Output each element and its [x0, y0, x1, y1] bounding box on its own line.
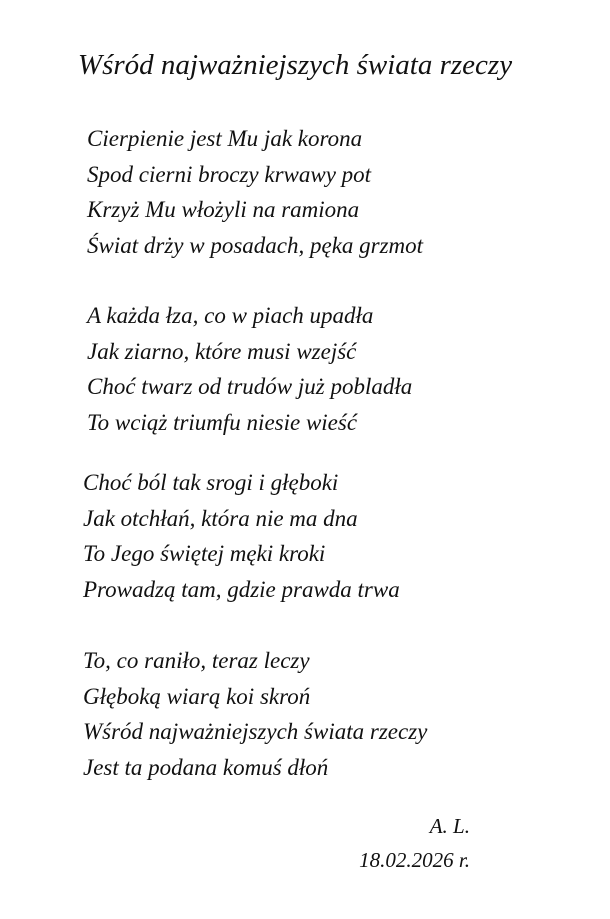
signature-block: [359, 809, 470, 877]
stanza-4: [83, 643, 427, 785]
poem-line: To wciąż triumfu niesie wieść: [87, 409, 358, 435]
poem-line: Świat drży w posadach, pęka grzmot: [87, 232, 424, 258]
stanza-2: [87, 298, 412, 440]
author-initials: A. L.: [429, 814, 470, 838]
poem-line: Spod cierni broczy krwawy pot: [87, 161, 372, 187]
poem-line: Głęboką wiarą koi skroń: [83, 683, 311, 709]
poem-line: A każda łza, co w piach upadła: [87, 303, 374, 328]
poem-title: Wśród najważniejszych świata rzeczy: [77, 49, 513, 81]
poem-line: Choć twarz od trudów już pobladła: [87, 374, 413, 399]
poem-line: Jak ziarno, które musi wzejść: [87, 338, 357, 364]
poem-line: Jak otchłań, która nie ma dna: [83, 505, 358, 531]
stanza-3: [83, 465, 400, 607]
poem-line: Cierpienie jest Mu jak korona: [87, 126, 363, 151]
poem-line: Krzyż Mu włożyli na ramiona: [87, 197, 360, 222]
poem-line: Choć ból tak srogi i głęboki: [83, 470, 339, 495]
poem-line: To Jego świętej męki kroki: [83, 541, 326, 566]
poem-line: To, co raniło, teraz leczy: [83, 648, 310, 673]
stanza-1: [87, 121, 423, 263]
poem-line: Wśród najważniejszych świata rzeczy: [83, 719, 428, 744]
poem-line: Jest ta podana komuś dłoń: [83, 754, 329, 780]
poem-line: Prowadzą tam, gdzie prawda trwa: [83, 576, 400, 602]
signature-date: 18.02.2026 r.: [359, 848, 470, 872]
